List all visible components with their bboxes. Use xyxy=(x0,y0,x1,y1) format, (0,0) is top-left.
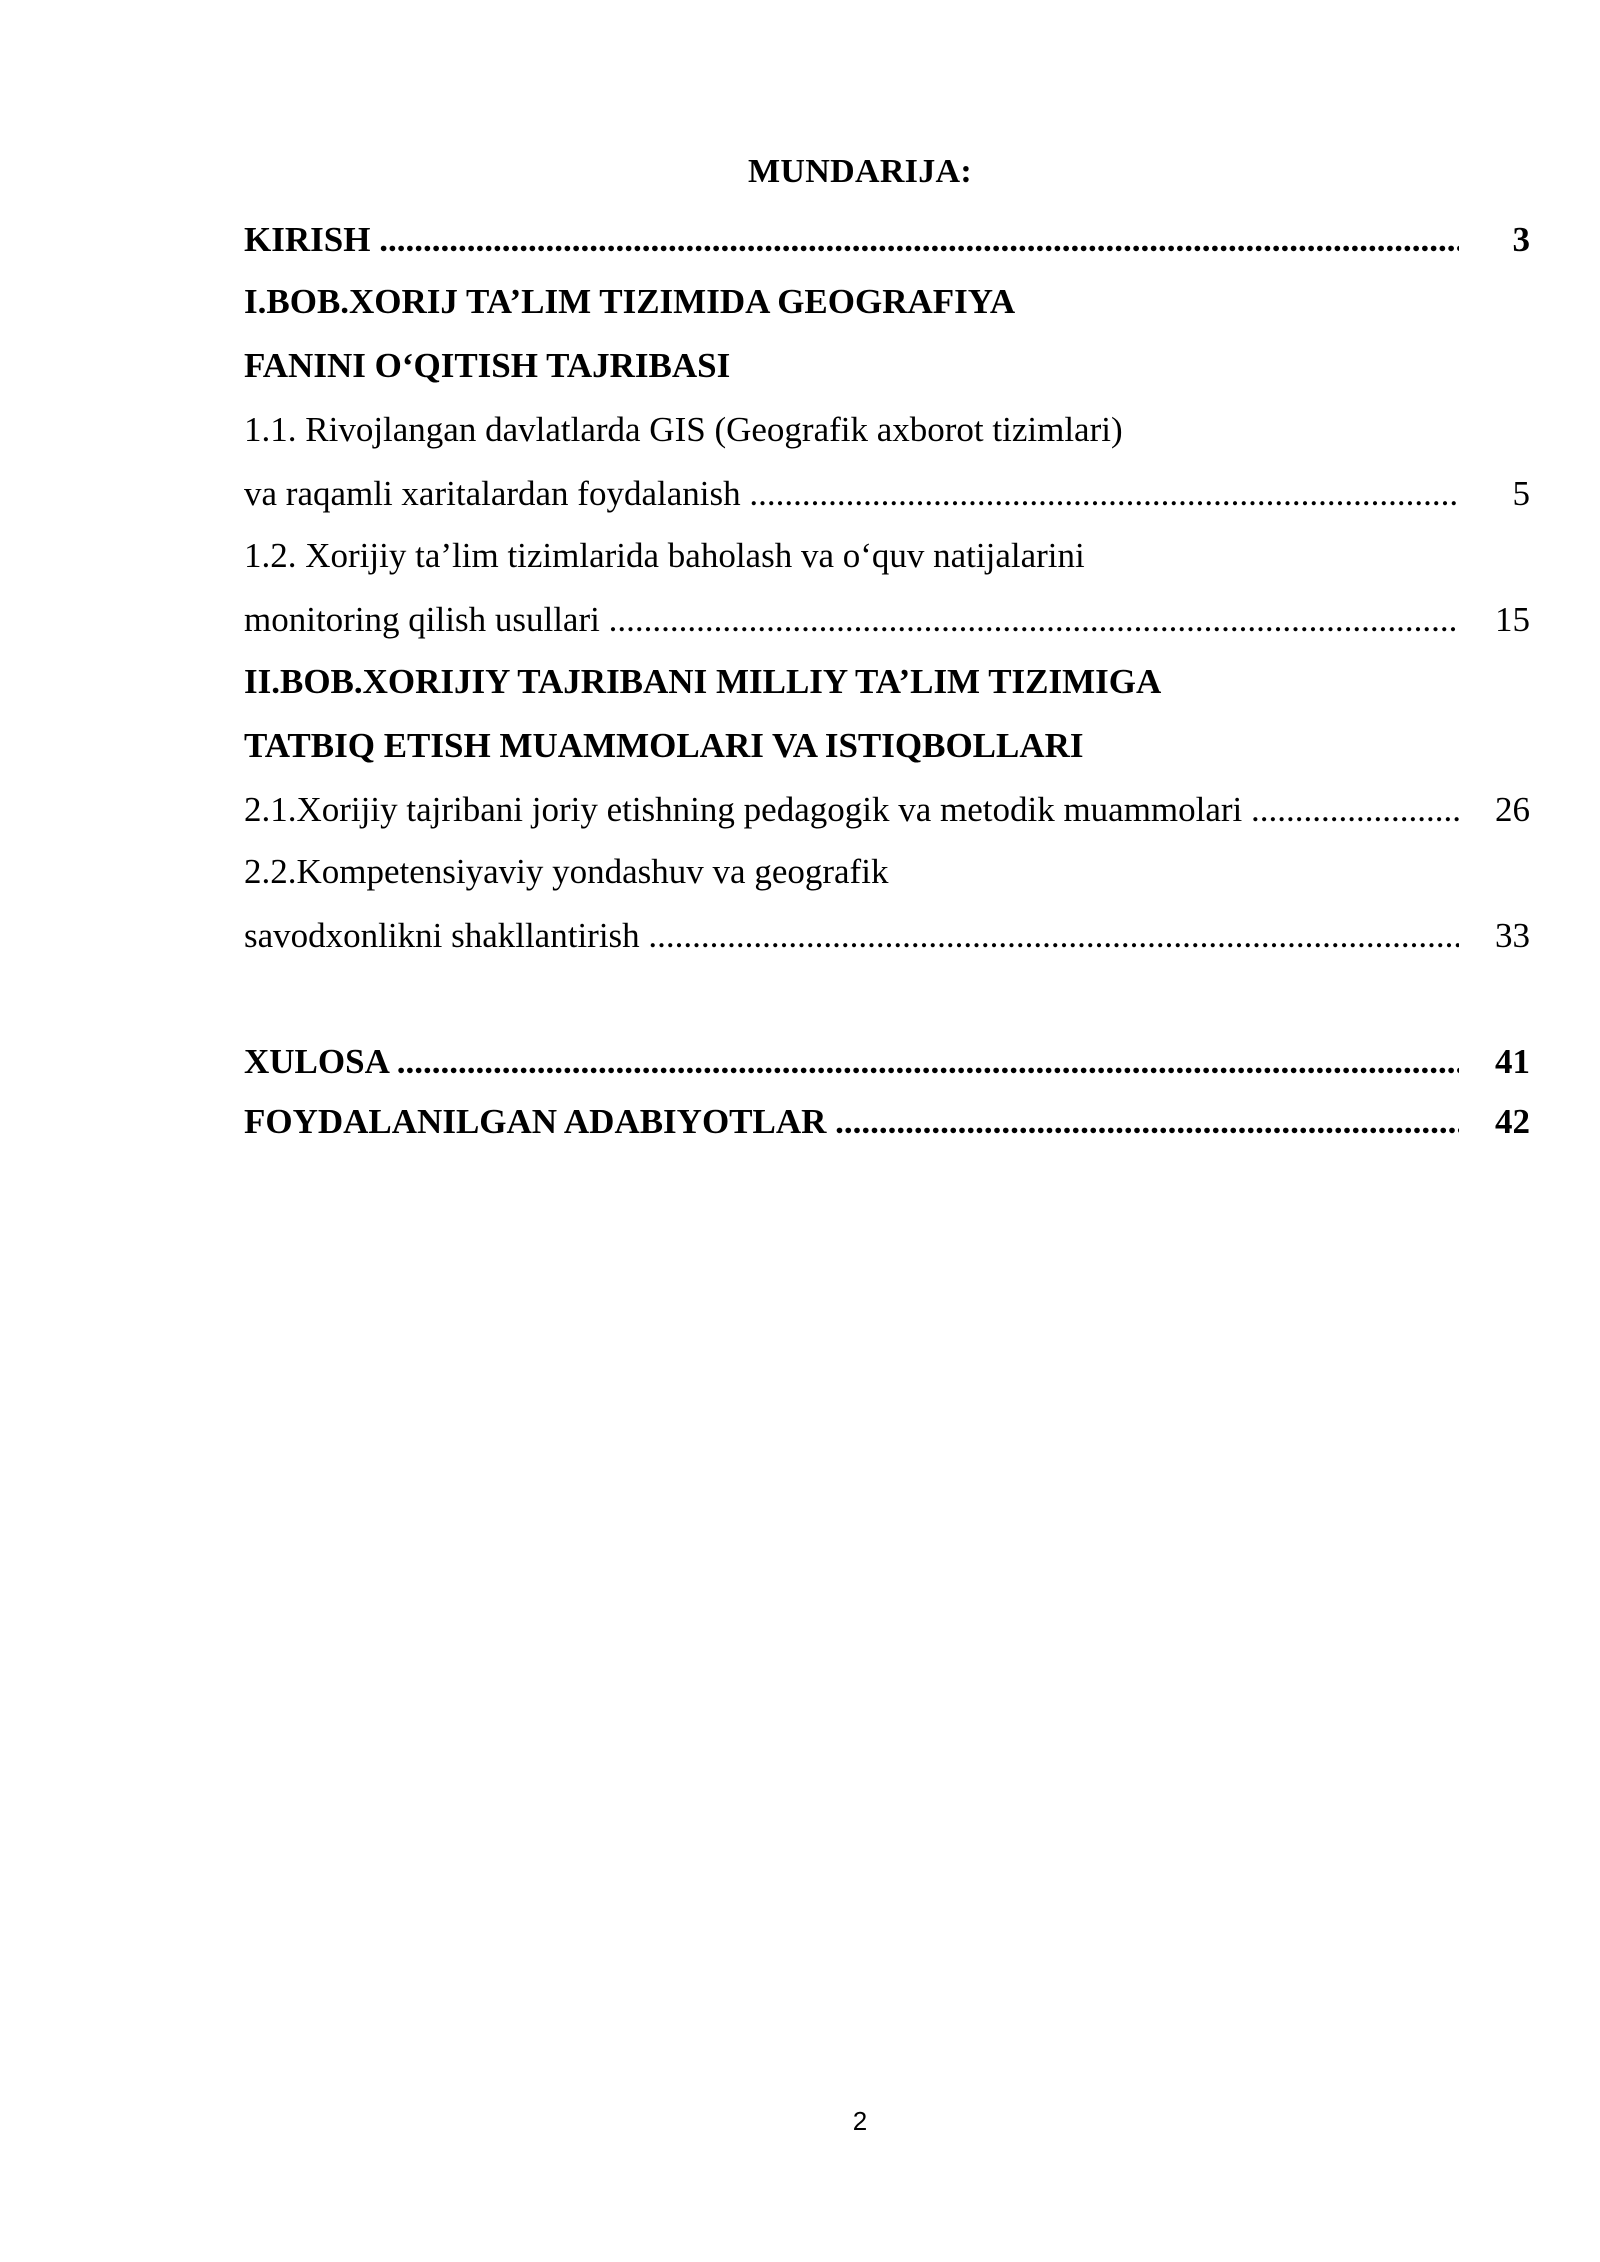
toc-entry-text: XULOSA ..... xyxy=(244,1040,1459,1084)
toc-entry-chapter-2-line-1[interactable] xyxy=(244,660,1530,704)
toc-entry-section-1-2-line-1[interactable] xyxy=(244,534,1530,578)
toc-entry-section-2-2-line-1[interactable] xyxy=(244,850,1530,894)
toc-entry-bibliography[interactable] xyxy=(244,1100,1530,1144)
toc-entry-xulosa[interactable] xyxy=(244,1040,1530,1084)
table-of-contents xyxy=(244,0,1530,1200)
toc-entry-section-1-1-line-1[interactable] xyxy=(244,408,1530,452)
toc-entry-text: 1.1. Rivojlangan davlatlarda GIS (Geografik axborot tizimlari) xyxy=(244,410,1123,449)
toc-entry-text: I.BOB.XORIJ TA’LIM TIZIMIDA GEOGRAFIYA xyxy=(244,282,1016,321)
toc-entry-section-1-1-line-2[interactable] xyxy=(244,472,1530,516)
toc-entry-text: va raqamli xaritalardan foydalanish ..... xyxy=(244,472,1459,516)
toc-entry-chapter-1-line-2[interactable] xyxy=(244,344,1530,388)
toc-entry-text: TATBIQ ETISH MUAMMOLARI VA ISTIQBOLLARI xyxy=(244,726,1084,765)
toc-entry-text: KIRISH ..... xyxy=(244,218,1459,262)
toc-entry-section-2-2-line-2[interactable] xyxy=(244,914,1530,958)
toc-entry-text: 1.2. Xorijiy ta’lim tizimlarida baholash va o‘quv natijalarini xyxy=(244,536,1085,575)
toc-entry-text: FANINI O‘QITISH TAJRIBASI xyxy=(244,346,731,385)
toc-entry-kirish[interactable] xyxy=(244,218,1530,262)
toc-entry-text: savodxonlikni shakllantirish ..... xyxy=(244,914,1459,958)
toc-entry-text: monitoring qilish usullari ..... xyxy=(244,598,1459,642)
toc-entry-page: 15 xyxy=(1495,600,1530,639)
toc-entry-page: 41 xyxy=(1495,1042,1530,1081)
toc-entry-page: 26 xyxy=(1495,790,1530,829)
toc-entry-text: 2.1.Xorijiy tajribani joriy etishning pedagogik va metodik muammolari ..... xyxy=(244,788,1459,832)
toc-entry-page: 33 xyxy=(1495,916,1530,955)
toc-title: MUNDARIJA: xyxy=(748,153,972,190)
toc-entry-text: FOYDALANILGAN ADABIYOTLAR ..... xyxy=(244,1100,1459,1144)
toc-entry-page: 3 xyxy=(1512,220,1530,259)
page-number: 2 xyxy=(852,2106,868,2136)
toc-entry-text: II.BOB.XORIJIY TAJRIBANI MILLIY TA’LIM TIZIMIGA xyxy=(244,662,1162,701)
toc-entry-page: 5 xyxy=(1512,474,1530,513)
toc-entry-section-2-1[interactable] xyxy=(244,788,1530,832)
toc-entry-chapter-2-line-2[interactable] xyxy=(244,724,1530,768)
toc-entry-text: 2.2.Kompetensiyaviy yondashuv va geografik xyxy=(244,852,889,891)
toc-entry-chapter-1-line-1[interactable] xyxy=(244,280,1530,324)
toc-entry-section-1-2-line-2[interactable] xyxy=(244,598,1530,642)
toc-entry-page: 42 xyxy=(1495,1102,1530,1141)
